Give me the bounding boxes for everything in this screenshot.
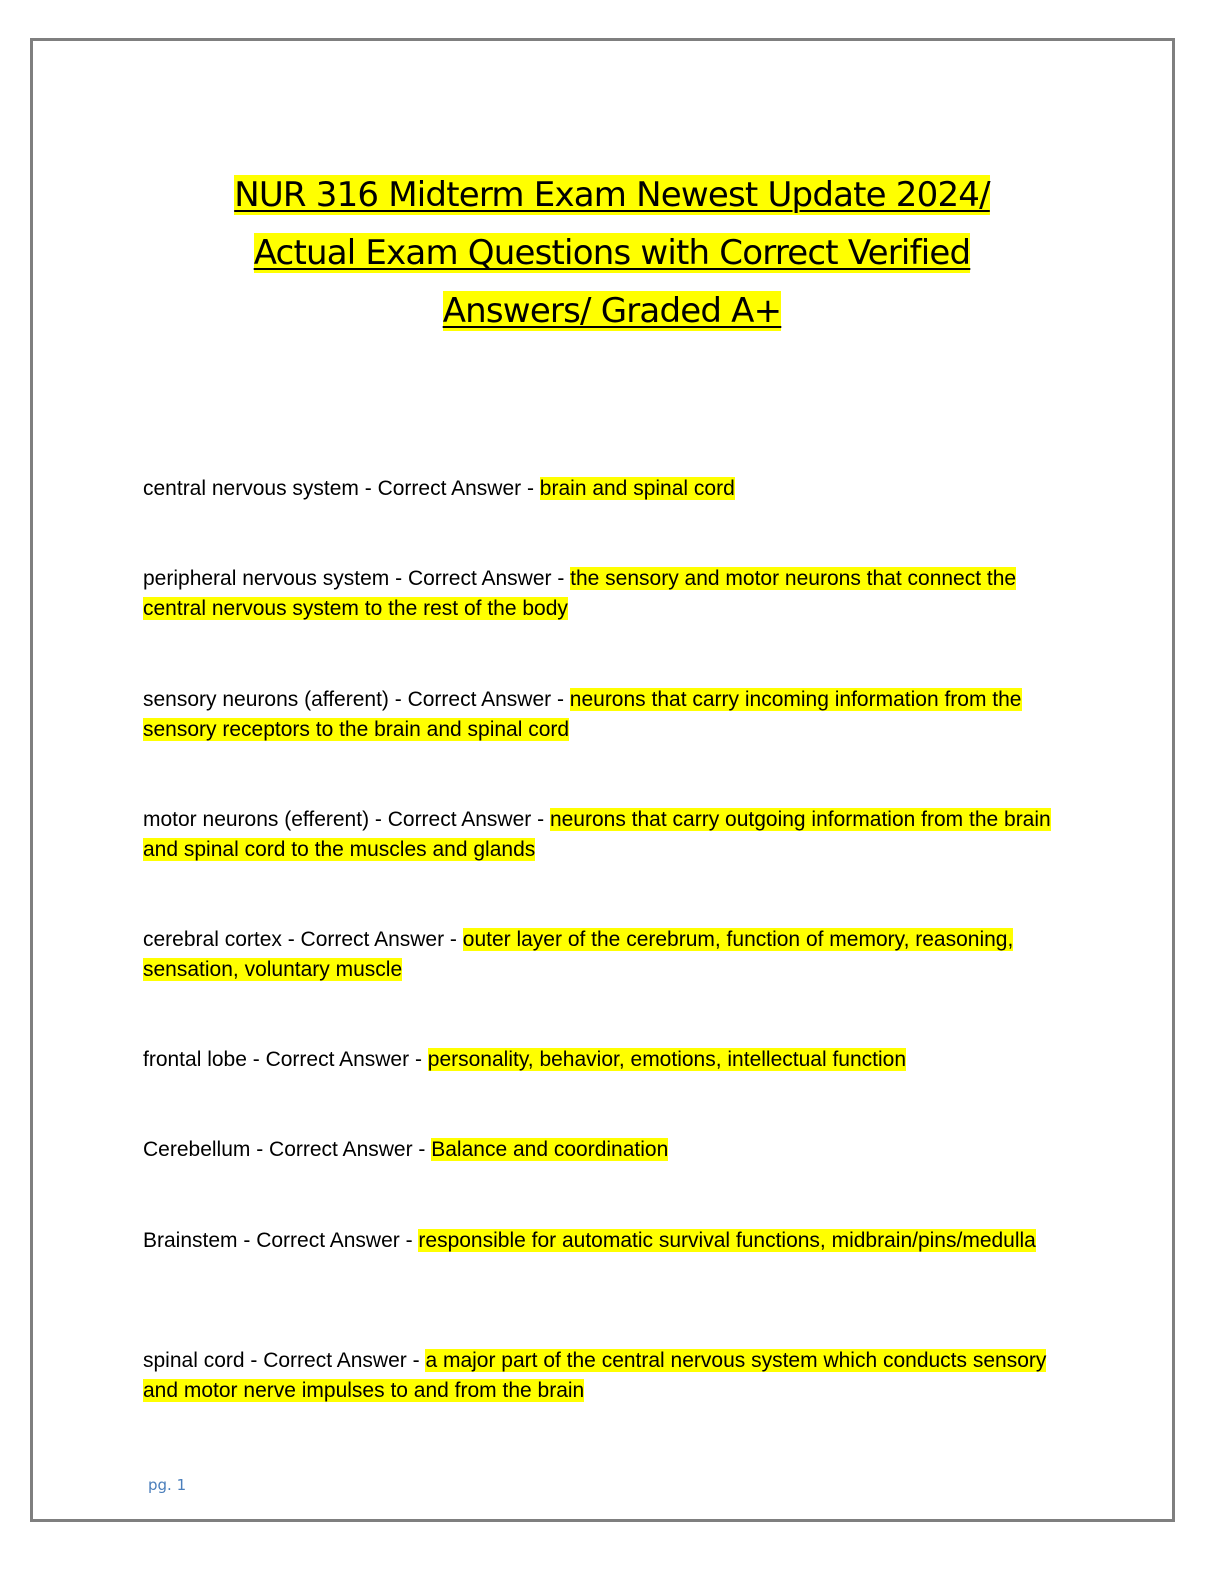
document-title (140, 166, 1084, 340)
qa-answer: brain and spinal cord (539, 477, 735, 500)
title-line-1: NUR 316 Midterm Exam Newest Update 2024/ (234, 175, 990, 215)
page-number: pg. 1 (148, 1476, 187, 1494)
qa-item-central-nervous-system (143, 474, 1063, 504)
qa-answer: personality, behavior, emotions, intellectual function (427, 1048, 907, 1071)
title-line-2: Actual Exam Questions with Correct Verified (253, 233, 971, 273)
qa-item-cerebellum (143, 1135, 1063, 1165)
qa-answer: neurons that carry outgoing information from the brain and spinal cord to the muscles and glands (143, 808, 1051, 861)
qa-answer: a major part of the central nervous system which conducts sensory and motor nerve impulses to and from the brain (143, 1349, 1047, 1402)
qa-item-peripheral-nervous-system (143, 564, 1063, 624)
qa-answer: neurons that carry incoming information from the sensory receptors to the brain and spinal cord (143, 688, 1022, 741)
qa-answer: the sensory and motor neurons that connect the central nervous system to the rest of the body (143, 567, 1017, 620)
qa-term: motor neurons (efferent) - Correct Answer - (143, 808, 550, 831)
qa-term: spinal cord - Correct Answer - (143, 1349, 426, 1372)
qa-term: central nervous system - Correct Answer - (143, 477, 540, 500)
qa-term: Cerebellum - Correct Answer - (143, 1138, 432, 1161)
qa-item-motor-neurons (143, 805, 1063, 865)
qa-answer: responsible for automatic survival functions, midbrain/pins/medulla (418, 1229, 1036, 1252)
qa-item-spinal-cord (143, 1346, 1063, 1406)
qa-term: sensory neurons (afferent) - Correct Answer - (143, 688, 570, 711)
qa-term: Brainstem - Correct Answer - (143, 1229, 419, 1252)
title-line-3: Answers/ Graded A+ (442, 291, 782, 331)
qa-answer: outer layer of the cerebrum, function of memory, reasoning, sensation, voluntary muscle (143, 928, 1014, 981)
qa-term: frontal lobe - Correct Answer - (143, 1048, 428, 1071)
qa-term: peripheral nervous system - Correct Answer - (143, 567, 571, 590)
qa-term: cerebral cortex - Correct Answer - (143, 928, 463, 951)
qa-answer: Balance and coordination (431, 1138, 669, 1161)
qa-item-frontal-lobe (143, 1045, 1063, 1075)
qa-item-brainstem (143, 1226, 1063, 1256)
qa-item-cerebral-cortex (143, 925, 1063, 985)
qa-item-sensory-neurons (143, 685, 1063, 745)
